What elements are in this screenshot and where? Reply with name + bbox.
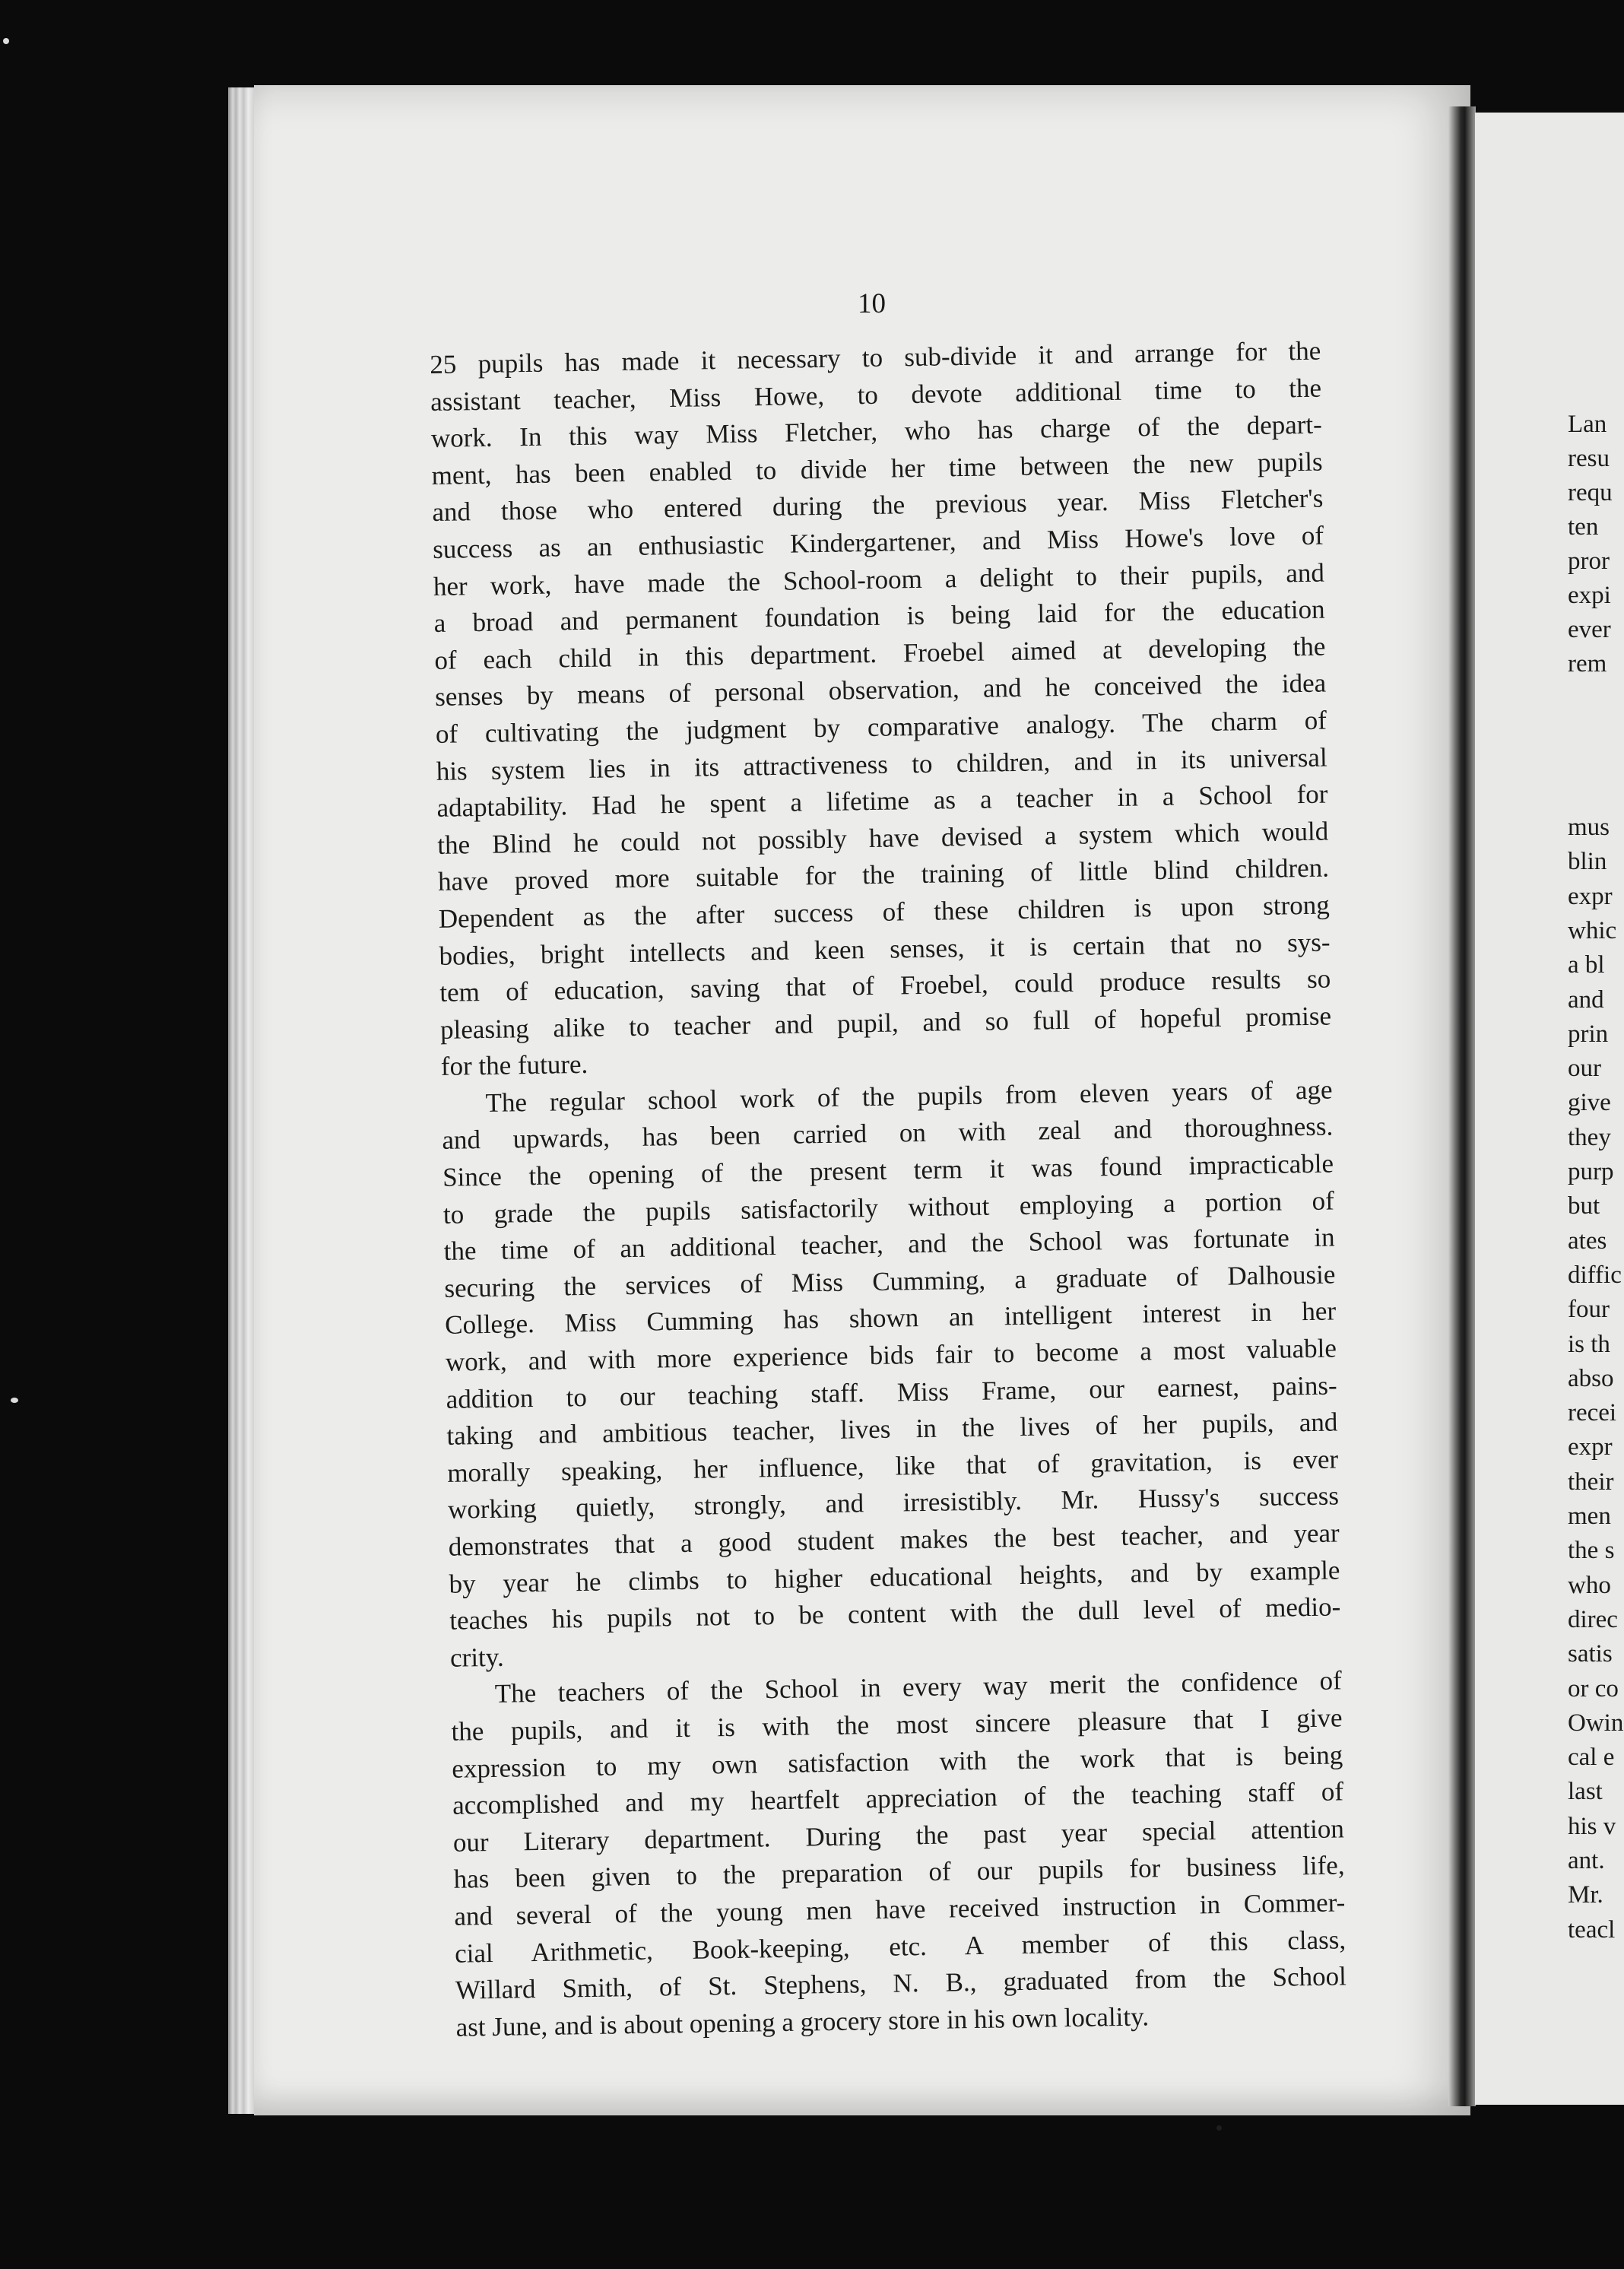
text-line: teaches his pupils not to be content with the dull level of medio-	[449, 1591, 1341, 1636]
facing-page-fragment: Mr.	[1568, 1881, 1603, 1909]
facing-page-fragment: pror	[1568, 547, 1610, 575]
facing-page-fragment: resu	[1568, 445, 1610, 472]
facing-page-fragment: prin	[1568, 1020, 1609, 1048]
facing-page-fragment: teacl	[1568, 1915, 1616, 1944]
text-line: the time of an additional teacher, and the School was fortunate in	[443, 1222, 1335, 1267]
text-line: by year he climbs to higher educational heights, and by example	[449, 1554, 1340, 1599]
facing-page-fragment: mus	[1568, 814, 1610, 841]
text-line: for the future.	[440, 1049, 588, 1082]
text-line: assistant teacher, Miss Howe, to devote additional time to the	[430, 373, 1322, 417]
facing-page-fragment: but	[1568, 1192, 1600, 1220]
facing-page-fragment: the s	[1568, 1537, 1615, 1565]
text-line: of cultivating the judgment by comparative analogy. The charm of	[435, 705, 1327, 749]
text-line: our Literary department. During the past year special attention	[452, 1814, 1345, 1858]
text-line: The regular school work of the pupils from eleven years of age	[485, 1074, 1333, 1118]
facing-page-fragment: whic	[1568, 916, 1617, 944]
text-line: and those who entered during the previous year. Miss Fletcher's	[432, 483, 1324, 528]
facing-page-fragment: satis	[1568, 1640, 1613, 1668]
text-line: morally speaking, her influence, like that of gravitation, is ever	[446, 1444, 1339, 1488]
text-line: cial Arithmetic, Book-keeping, etc. A member of this class,	[454, 1924, 1346, 1969]
facing-page-fragment: their	[1568, 1468, 1614, 1496]
text-line: success as an enthusiastic Kindergartener, and Miss Howe's love of	[432, 520, 1324, 564]
text-line: pleasing alike to teacher and pupil, and so full of hopeful promise	[439, 1001, 1332, 1045]
text-line: work, and with more experience bids fair to become a most valuable	[445, 1333, 1337, 1377]
facing-page-fragment: abso	[1568, 1364, 1614, 1392]
text-line: have proved more suitable for the training of little blind children.	[437, 852, 1330, 897]
text-line: adaptability. Had he spent a lifetime as a teacher in a School for	[436, 779, 1328, 824]
text-line: her work, have made the School-room a delight to their pupils, and	[433, 557, 1325, 601]
stacked-page-edges	[228, 87, 254, 2114]
facing-page-fragment: and	[1568, 985, 1604, 1014]
text-line: crity.	[449, 1642, 505, 1673]
text-line: working quietly, strongly, and irresistibly. Mr. Hussy's success	[447, 1480, 1340, 1525]
facing-page-fragment: last	[1568, 1778, 1603, 1806]
text-line: The teachers of the School in every way merit the confidence of	[494, 1665, 1343, 1709]
facing-page-fragment: direc	[1568, 1605, 1618, 1633]
text-line: tem of education, saving that of Froebel, could produce results so	[439, 963, 1331, 1008]
text-line: the Blind he could not possibly have devised a system which would	[436, 816, 1329, 860]
text-line: 25 pupils has made it necessary to sub-divide it and arrange for the	[430, 335, 1321, 379]
scan-speck	[1216, 2125, 1222, 2131]
facing-page-fragment: who	[1568, 1571, 1611, 1599]
text-line: Dependent as the after success of these children is upon strong	[438, 890, 1330, 934]
facing-page-fragment: Lan	[1568, 411, 1607, 438]
text-line: senses by means of personal observation, and he conceived the idea	[434, 668, 1327, 712]
text-line: the pupils, and it is with the most sincere pleasure that I give	[451, 1703, 1343, 1747]
facing-page-fragment: diffic	[1568, 1261, 1622, 1289]
facing-page-fragment: recei	[1568, 1399, 1617, 1427]
facing-page-fragment: men	[1568, 1503, 1611, 1530]
facing-page-fragment: ant.	[1568, 1847, 1605, 1874]
text-line: College. Miss Cumming has shown an intelligent interest in her	[444, 1296, 1337, 1341]
text-line: to grade the pupils satisfactorily without employing a portion of	[442, 1185, 1335, 1230]
text-line: has been given to the preparation of our pupils for business life,	[453, 1850, 1345, 1895]
facing-page-fragment: ever	[1568, 616, 1611, 643]
facing-page-fragment: purp	[1568, 1158, 1614, 1185]
text-line: bodies, bright intellects and keen senses, it is certain that no sys-	[439, 926, 1331, 971]
facing-page-fragment: a bl	[1568, 951, 1605, 979]
facing-page-fragment: or co	[1568, 1674, 1619, 1703]
facing-page-fragment: requ	[1568, 479, 1613, 506]
text-line: ast June, and is about opening a grocery store in his own locality.	[455, 2001, 1150, 2042]
facing-page-fragment: is th	[1568, 1330, 1610, 1358]
text-line: Since the opening of the present term it was found impracticable	[442, 1148, 1334, 1192]
body-text	[430, 333, 1347, 2046]
text-line: and several of the young men have received instruction in Commer-	[454, 1887, 1346, 1931]
text-line: taking and ambitious teacher, lives in the lives of her pupils, and	[446, 1407, 1338, 1452]
text-line: accomplished and my heartfelt appreciation of the teaching staff of	[452, 1776, 1344, 1820]
text-line: securing the services of Miss Cumming, a graduate of Dalhousie	[444, 1259, 1336, 1303]
facing-page-fragment: they	[1568, 1123, 1611, 1151]
facing-page-fragment: rem	[1568, 650, 1607, 678]
facing-page-fragment: his v	[1568, 1812, 1616, 1840]
facing-page-fragment: ten	[1568, 513, 1599, 541]
text-line: ment, has been enabled to divide her time between the new pupils	[431, 446, 1323, 490]
facing-page-fragment: blin	[1568, 848, 1607, 876]
book-gutter	[1448, 106, 1476, 2106]
facing-page-fragment: four	[1568, 1296, 1610, 1324]
text-line: his system lies in its attractiveness to children, and in its universal	[436, 742, 1327, 786]
text-line: work. In this way Miss Fletcher, who has charge of the depart-	[430, 409, 1323, 454]
facing-page-fragment: our	[1568, 1055, 1601, 1083]
facing-page-fragment: give	[1568, 1089, 1611, 1117]
scan-speck	[3, 38, 9, 44]
facing-page-fragment: Owin	[1568, 1709, 1624, 1737]
text-line: a broad and permanent foundation is being laid for the education	[433, 594, 1325, 639]
text-line: expression to my own satisfaction with the work that is being	[452, 1739, 1343, 1784]
facing-page-fragment: ates	[1568, 1227, 1607, 1255]
text-line: of each child in this department. Froebel aimed at developing the	[434, 631, 1326, 675]
text-line: and upwards, has been carried on with zeal and thoroughness.	[442, 1111, 1334, 1156]
facing-page-fragment: expr	[1568, 882, 1613, 910]
page-number: 10	[858, 288, 886, 319]
text-line: Willard Smith, of St. Stephens, N. B., graduated from the School	[455, 1961, 1347, 2005]
facing-page-fragment: expi	[1568, 582, 1611, 609]
facing-page-fragment: expr	[1568, 1433, 1613, 1461]
facing-page-fragment: cal e	[1568, 1744, 1615, 1772]
scan-speck	[11, 1398, 18, 1403]
text-line: addition to our teaching staff. Miss Frame, our earnest, pains-	[446, 1370, 1337, 1414]
text-line: demonstrates that a good student makes the best teacher, and year	[448, 1518, 1340, 1562]
